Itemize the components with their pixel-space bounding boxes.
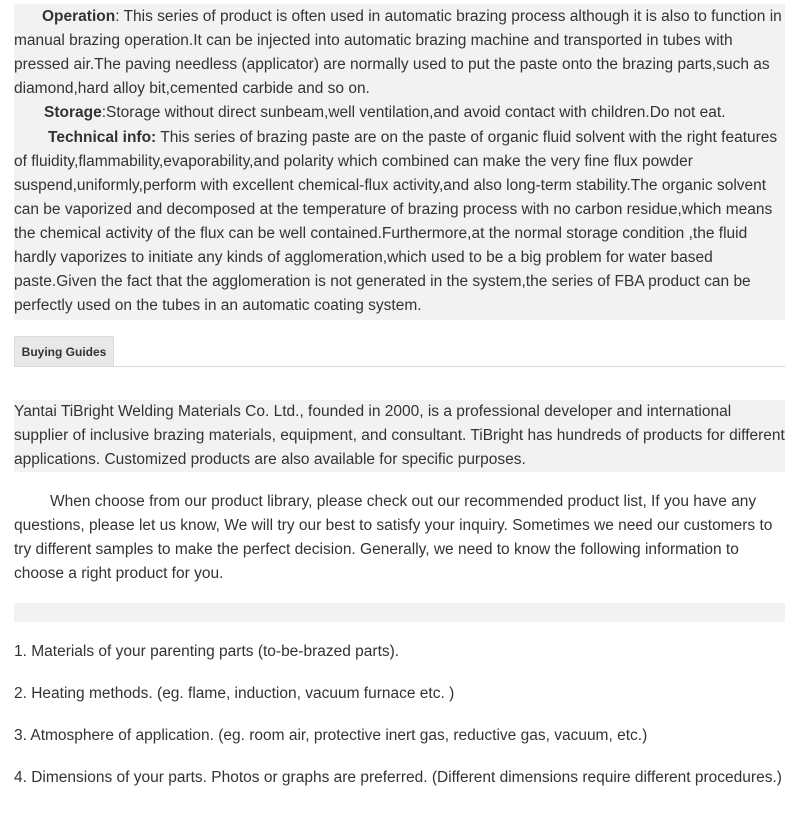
storage-paragraph [14,101,786,125]
list-item: 2. Heating methods. (eg. flame, induction, vacuum furnace etc. ) [14,685,455,702]
list-item: 3. Atmosphere of application. (eg. room air, protective inert gas, reductive gas, vacuum, etc.) [14,727,648,744]
list-item: 4. Dimensions of your parts. Photos or graphs are preferred. (Different dimensions require different procedures.) [14,769,782,786]
technical-text: This series of brazing paste are on the paste of organic fluid solvent with the right features of fluidity,flammability,evaporability,and polarity which combined can make the very fine flux powder suspend,uniformly,perform with excellent chemical-flux activity,and also long-term stability.The organic solvent can be vaporized and decomposed at the temperature of brazing process with no carbon residue,which means the chemical activity of the flux can be well contained.Furthermore,at the normal storage condition ,the fluid hardly vaporizes to initiate any kinds of agglomeration,which used to be a big problem for water based paste.Given the fact that the agglomeration is not generated in the system,the series of FBA product can be perfectly used on the tubes in an automatic coating system. [14,129,778,314]
list-item: 1. Materials of your parenting parts (to-be-brazed parts). [14,643,400,660]
section-separator [14,603,785,622]
technical-label: Technical info: [48,129,157,146]
storage-text: :Storage without direct sunbeam,well ventilation,and avoid contact with children.Do not eat. [101,104,726,121]
operation-label: Operation [42,8,116,25]
tab-bar [14,336,785,367]
choose-intro: When choose from our product library, please check out our recommended product list, If you have any questions, please let us know, We will try our best to satisfy your inquiry. Sometimes we need our customers to try different samples to make the perfect decision. Generally, we need to know the following information to choose a right product for you. [14,493,773,582]
operation-paragraph [14,5,786,101]
technical-paragraph [14,126,786,318]
operation-text: : This series of product is often used in automatic brazing process although it is also to function in manual brazing operation.It can be injected into automatic brazing machine and transported in tubes with pressed air.The paving needless (applicator) are normally used to put the paste onto the brazing parts,such as diamond,hard alloy bit,cemented carbide and so on. [14,8,782,97]
company-intro: Yantai TiBright Welding Materials Co. Ltd., founded in 2000, is a professional developer and international supplier of inclusive brazing materials, equipment, and consultant. TiBright has hundreds of products for different applications. Customized products are also available for specific purposes. [14,403,785,468]
tab-buying-guides[interactable]: Buying Guides [14,336,114,366]
storage-label: Storage [44,104,102,121]
